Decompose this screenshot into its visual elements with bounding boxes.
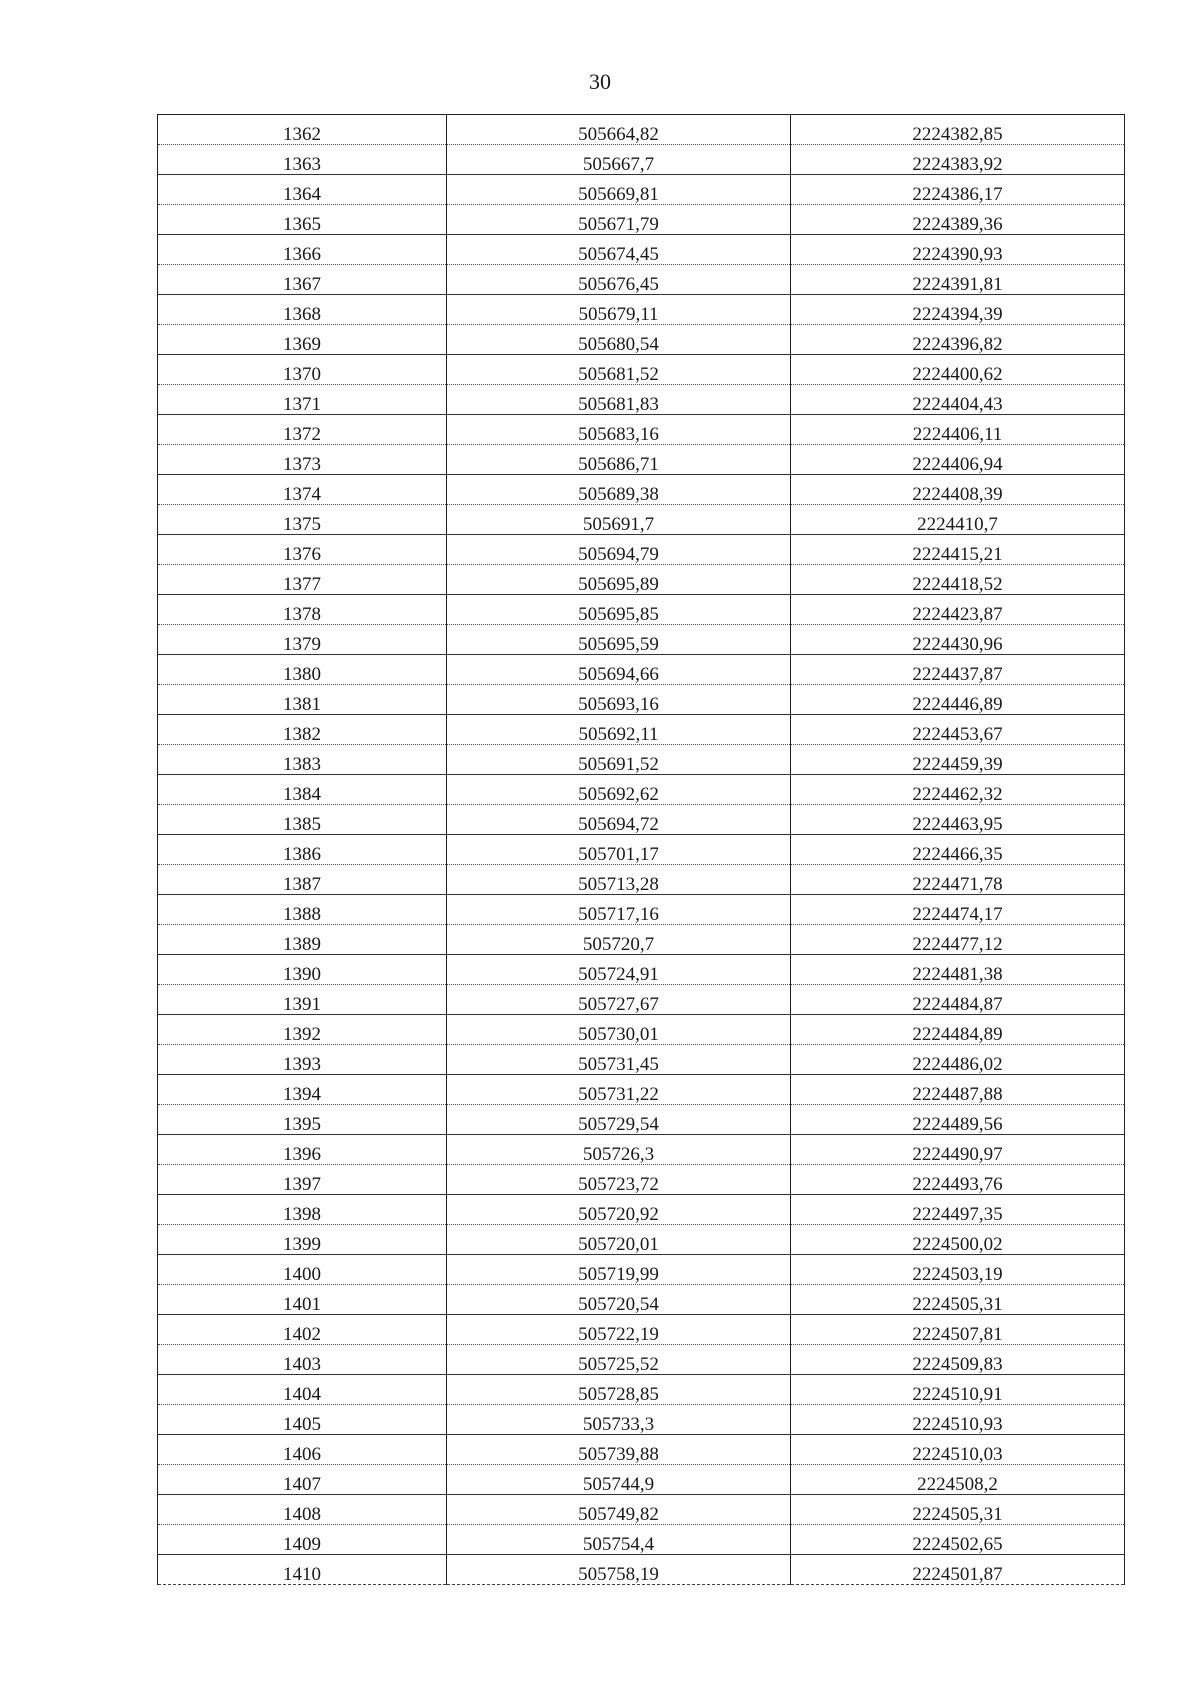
x-coordinate-cell: 505681,83 bbox=[447, 385, 791, 415]
table-row bbox=[158, 385, 1125, 415]
x-coordinate-cell: 505691,52 bbox=[447, 745, 791, 775]
table-row bbox=[158, 205, 1125, 235]
y-coordinate-cell: 2224400,62 bbox=[791, 355, 1125, 385]
y-coordinate-cell: 2224394,39 bbox=[791, 295, 1125, 325]
point-number-cell: 1383 bbox=[158, 745, 447, 775]
x-coordinate-cell: 505694,79 bbox=[447, 535, 791, 565]
y-coordinate-cell: 2224389,36 bbox=[791, 205, 1125, 235]
point-number-cell: 1403 bbox=[158, 1345, 447, 1375]
table-row bbox=[158, 1195, 1125, 1225]
point-number-cell: 1392 bbox=[158, 1015, 447, 1045]
point-number-cell: 1378 bbox=[158, 595, 447, 625]
y-coordinate-cell: 2224481,38 bbox=[791, 955, 1125, 985]
table-row bbox=[158, 235, 1125, 265]
y-coordinate-cell: 2224453,67 bbox=[791, 715, 1125, 745]
x-coordinate-cell: 505725,52 bbox=[447, 1345, 791, 1375]
y-coordinate-cell: 2224474,17 bbox=[791, 895, 1125, 925]
point-number-cell: 1401 bbox=[158, 1285, 447, 1315]
point-number-cell: 1364 bbox=[158, 175, 447, 205]
point-number-cell: 1394 bbox=[158, 1075, 447, 1105]
x-coordinate-cell: 505680,54 bbox=[447, 325, 791, 355]
table-row bbox=[158, 535, 1125, 565]
table-row bbox=[158, 985, 1125, 1015]
x-coordinate-cell: 505683,16 bbox=[447, 415, 791, 445]
table-row bbox=[158, 1405, 1125, 1435]
table-row bbox=[158, 895, 1125, 925]
table-row bbox=[158, 1165, 1125, 1195]
point-number-cell: 1377 bbox=[158, 565, 447, 595]
table-row bbox=[158, 1375, 1125, 1405]
point-number-cell: 1406 bbox=[158, 1435, 447, 1465]
table-row bbox=[158, 115, 1125, 145]
y-coordinate-cell: 2224382,85 bbox=[791, 115, 1125, 145]
point-number-cell: 1376 bbox=[158, 535, 447, 565]
point-number-cell: 1396 bbox=[158, 1135, 447, 1165]
x-coordinate-cell: 505730,01 bbox=[447, 1015, 791, 1045]
table-row bbox=[158, 805, 1125, 835]
table-row bbox=[158, 325, 1125, 355]
y-coordinate-cell: 2224430,96 bbox=[791, 625, 1125, 655]
point-number-cell: 1374 bbox=[158, 475, 447, 505]
table-row bbox=[158, 1015, 1125, 1045]
table-row bbox=[158, 865, 1125, 895]
x-coordinate-cell: 505720,7 bbox=[447, 925, 791, 955]
x-coordinate-cell: 505679,11 bbox=[447, 295, 791, 325]
table-row bbox=[158, 955, 1125, 985]
table-row bbox=[158, 625, 1125, 655]
table-row bbox=[158, 715, 1125, 745]
point-number-cell: 1395 bbox=[158, 1105, 447, 1135]
y-coordinate-cell: 2224510,03 bbox=[791, 1435, 1125, 1465]
point-number-cell: 1397 bbox=[158, 1165, 447, 1195]
table-row bbox=[158, 925, 1125, 955]
table-row bbox=[158, 655, 1125, 685]
y-coordinate-cell: 2224391,81 bbox=[791, 265, 1125, 295]
point-number-cell: 1391 bbox=[158, 985, 447, 1015]
x-coordinate-cell: 505739,88 bbox=[447, 1435, 791, 1465]
y-coordinate-cell: 2224415,21 bbox=[791, 535, 1125, 565]
point-number-cell: 1380 bbox=[158, 655, 447, 685]
y-coordinate-cell: 2224503,19 bbox=[791, 1255, 1125, 1285]
x-coordinate-cell: 505671,79 bbox=[447, 205, 791, 235]
y-coordinate-cell: 2224493,76 bbox=[791, 1165, 1125, 1195]
y-coordinate-cell: 2224508,2 bbox=[791, 1465, 1125, 1495]
y-coordinate-cell: 2224408,39 bbox=[791, 475, 1125, 505]
table-row bbox=[158, 1285, 1125, 1315]
table-row bbox=[158, 595, 1125, 625]
table-row bbox=[158, 175, 1125, 205]
table-row bbox=[158, 1555, 1125, 1585]
x-coordinate-cell: 505758,19 bbox=[447, 1555, 791, 1585]
table-row bbox=[158, 1315, 1125, 1345]
point-number-cell: 1407 bbox=[158, 1465, 447, 1495]
y-coordinate-cell: 2224505,31 bbox=[791, 1495, 1125, 1525]
x-coordinate-cell: 505731,45 bbox=[447, 1045, 791, 1075]
y-coordinate-cell: 2224418,52 bbox=[791, 565, 1125, 595]
x-coordinate-cell: 505692,11 bbox=[447, 715, 791, 745]
table-row bbox=[158, 505, 1125, 535]
x-coordinate-cell: 505694,72 bbox=[447, 805, 791, 835]
y-coordinate-cell: 2224406,94 bbox=[791, 445, 1125, 475]
point-number-cell: 1386 bbox=[158, 835, 447, 865]
x-coordinate-cell: 505731,22 bbox=[447, 1075, 791, 1105]
table-row bbox=[158, 775, 1125, 805]
x-coordinate-cell: 505695,59 bbox=[447, 625, 791, 655]
table-row bbox=[158, 1465, 1125, 1495]
x-coordinate-cell: 505669,81 bbox=[447, 175, 791, 205]
point-number-cell: 1387 bbox=[158, 865, 447, 895]
y-coordinate-cell: 2224509,83 bbox=[791, 1345, 1125, 1375]
point-number-cell: 1373 bbox=[158, 445, 447, 475]
x-coordinate-cell: 505733,3 bbox=[447, 1405, 791, 1435]
y-coordinate-cell: 2224383,92 bbox=[791, 145, 1125, 175]
y-coordinate-cell: 2224477,12 bbox=[791, 925, 1125, 955]
y-coordinate-cell: 2224446,89 bbox=[791, 685, 1125, 715]
table-row bbox=[158, 445, 1125, 475]
table-row bbox=[158, 1345, 1125, 1375]
table-row bbox=[158, 1525, 1125, 1555]
y-coordinate-cell: 2224507,81 bbox=[791, 1315, 1125, 1345]
point-number-cell: 1362 bbox=[158, 115, 447, 145]
table-row bbox=[158, 835, 1125, 865]
y-coordinate-cell: 2224502,65 bbox=[791, 1525, 1125, 1555]
table-row bbox=[158, 565, 1125, 595]
page-number: 30 bbox=[589, 69, 611, 94]
point-number-cell: 1408 bbox=[158, 1495, 447, 1525]
x-coordinate-cell: 505681,52 bbox=[447, 355, 791, 385]
point-number-cell: 1384 bbox=[158, 775, 447, 805]
point-number-cell: 1369 bbox=[158, 325, 447, 355]
x-coordinate-cell: 505722,19 bbox=[447, 1315, 791, 1345]
table-row bbox=[158, 685, 1125, 715]
x-coordinate-cell: 505754,4 bbox=[447, 1525, 791, 1555]
y-coordinate-cell: 2224386,17 bbox=[791, 175, 1125, 205]
table-row bbox=[158, 295, 1125, 325]
x-coordinate-cell: 505693,16 bbox=[447, 685, 791, 715]
x-coordinate-cell: 505701,17 bbox=[447, 835, 791, 865]
x-coordinate-cell: 505724,91 bbox=[447, 955, 791, 985]
table-row bbox=[158, 1225, 1125, 1255]
y-coordinate-cell: 2224489,56 bbox=[791, 1105, 1125, 1135]
x-coordinate-cell: 505667,7 bbox=[447, 145, 791, 175]
x-coordinate-cell: 505676,45 bbox=[447, 265, 791, 295]
y-coordinate-cell: 2224471,78 bbox=[791, 865, 1125, 895]
y-coordinate-cell: 2224459,39 bbox=[791, 745, 1125, 775]
table-row bbox=[158, 1105, 1125, 1135]
point-number-cell: 1363 bbox=[158, 145, 447, 175]
y-coordinate-cell: 2224505,31 bbox=[791, 1285, 1125, 1315]
x-coordinate-cell: 505749,82 bbox=[447, 1495, 791, 1525]
point-number-cell: 1368 bbox=[158, 295, 447, 325]
x-coordinate-cell: 505692,62 bbox=[447, 775, 791, 805]
point-number-cell: 1402 bbox=[158, 1315, 447, 1345]
table-row bbox=[158, 1075, 1125, 1105]
point-number-cell: 1400 bbox=[158, 1255, 447, 1285]
table-row bbox=[158, 1435, 1125, 1465]
y-coordinate-cell: 2224500,02 bbox=[791, 1225, 1125, 1255]
x-coordinate-cell: 505691,7 bbox=[447, 505, 791, 535]
point-number-cell: 1405 bbox=[158, 1405, 447, 1435]
y-coordinate-cell: 2224404,43 bbox=[791, 385, 1125, 415]
x-coordinate-cell: 505686,71 bbox=[447, 445, 791, 475]
x-coordinate-cell: 505723,72 bbox=[447, 1165, 791, 1195]
point-number-cell: 1388 bbox=[158, 895, 447, 925]
x-coordinate-cell: 505674,45 bbox=[447, 235, 791, 265]
y-coordinate-cell: 2224490,97 bbox=[791, 1135, 1125, 1165]
x-coordinate-cell: 505720,54 bbox=[447, 1285, 791, 1315]
point-number-cell: 1367 bbox=[158, 265, 447, 295]
y-coordinate-cell: 2224466,35 bbox=[791, 835, 1125, 865]
table-row bbox=[158, 1495, 1125, 1525]
y-coordinate-cell: 2224410,7 bbox=[791, 505, 1125, 535]
x-coordinate-cell: 505713,28 bbox=[447, 865, 791, 895]
table-row bbox=[158, 265, 1125, 295]
point-number-cell: 1404 bbox=[158, 1375, 447, 1405]
point-number-cell: 1371 bbox=[158, 385, 447, 415]
coordinates-table-body bbox=[158, 115, 1125, 1585]
point-number-cell: 1399 bbox=[158, 1225, 447, 1255]
y-coordinate-cell: 2224501,87 bbox=[791, 1555, 1125, 1585]
x-coordinate-cell: 505719,99 bbox=[447, 1255, 791, 1285]
point-number-cell: 1366 bbox=[158, 235, 447, 265]
x-coordinate-cell: 505664,82 bbox=[447, 115, 791, 145]
x-coordinate-cell: 505720,92 bbox=[447, 1195, 791, 1225]
table-row bbox=[158, 145, 1125, 175]
y-coordinate-cell: 2224487,88 bbox=[791, 1075, 1125, 1105]
y-coordinate-cell: 2224510,91 bbox=[791, 1375, 1125, 1405]
table-row bbox=[158, 355, 1125, 385]
x-coordinate-cell: 505689,38 bbox=[447, 475, 791, 505]
table-row bbox=[158, 1135, 1125, 1165]
x-coordinate-cell: 505744,9 bbox=[447, 1465, 791, 1495]
point-number-cell: 1372 bbox=[158, 415, 447, 445]
point-number-cell: 1410 bbox=[158, 1555, 447, 1585]
table-row bbox=[158, 415, 1125, 445]
y-coordinate-cell: 2224390,93 bbox=[791, 235, 1125, 265]
y-coordinate-cell: 2224423,87 bbox=[791, 595, 1125, 625]
x-coordinate-cell: 505720,01 bbox=[447, 1225, 791, 1255]
y-coordinate-cell: 2224463,95 bbox=[791, 805, 1125, 835]
point-number-cell: 1393 bbox=[158, 1045, 447, 1075]
coordinates-table bbox=[157, 114, 1125, 1585]
point-number-cell: 1375 bbox=[158, 505, 447, 535]
point-number-cell: 1381 bbox=[158, 685, 447, 715]
x-coordinate-cell: 505717,16 bbox=[447, 895, 791, 925]
y-coordinate-cell: 2224406,11 bbox=[791, 415, 1125, 445]
y-coordinate-cell: 2224396,82 bbox=[791, 325, 1125, 355]
point-number-cell: 1398 bbox=[158, 1195, 447, 1225]
y-coordinate-cell: 2224486,02 bbox=[791, 1045, 1125, 1075]
x-coordinate-cell: 505695,89 bbox=[447, 565, 791, 595]
table-row bbox=[158, 1045, 1125, 1075]
x-coordinate-cell: 505726,3 bbox=[447, 1135, 791, 1165]
y-coordinate-cell: 2224484,89 bbox=[791, 1015, 1125, 1045]
point-number-cell: 1365 bbox=[158, 205, 447, 235]
point-number-cell: 1370 bbox=[158, 355, 447, 385]
y-coordinate-cell: 2224484,87 bbox=[791, 985, 1125, 1015]
point-number-cell: 1379 bbox=[158, 625, 447, 655]
x-coordinate-cell: 505694,66 bbox=[447, 655, 791, 685]
y-coordinate-cell: 2224437,87 bbox=[791, 655, 1125, 685]
x-coordinate-cell: 505729,54 bbox=[447, 1105, 791, 1135]
table-row bbox=[158, 1255, 1125, 1285]
point-number-cell: 1390 bbox=[158, 955, 447, 985]
point-number-cell: 1389 bbox=[158, 925, 447, 955]
x-coordinate-cell: 505727,67 bbox=[447, 985, 791, 1015]
point-number-cell: 1385 bbox=[158, 805, 447, 835]
table-row bbox=[158, 475, 1125, 505]
table-row bbox=[158, 745, 1125, 775]
point-number-cell: 1409 bbox=[158, 1525, 447, 1555]
x-coordinate-cell: 505728,85 bbox=[447, 1375, 791, 1405]
y-coordinate-cell: 2224497,35 bbox=[791, 1195, 1125, 1225]
x-coordinate-cell: 505695,85 bbox=[447, 595, 791, 625]
point-number-cell: 1382 bbox=[158, 715, 447, 745]
y-coordinate-cell: 2224510,93 bbox=[791, 1405, 1125, 1435]
y-coordinate-cell: 2224462,32 bbox=[791, 775, 1125, 805]
